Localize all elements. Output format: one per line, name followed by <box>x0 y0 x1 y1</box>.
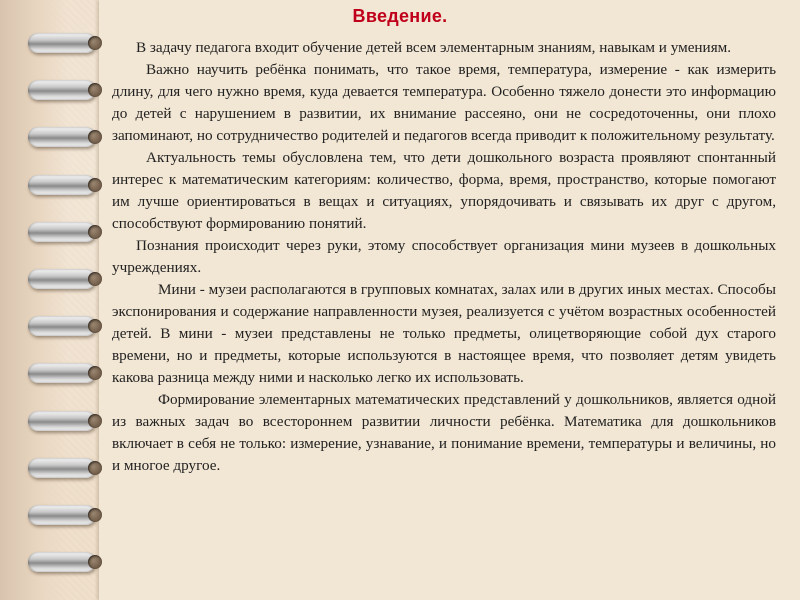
spiral-ring <box>28 79 96 101</box>
paragraph: Важно научить ребёнка понимать, что такое время, температура, измерение - как измерить длину, для чего нужно время, куда девается температура. Особенно тяжело донести это информацию до детей с нарушением в развитии, их внимание рассеяно, они не сосредоточенны, они плохо запоминают, но сотрудничество родителей и педагогов всегда приводит к положительному результату. <box>112 61 776 144</box>
paragraph: Познания происходит через руки, этому способствует организация мини музеев в дошкольных учреждениях. <box>112 237 776 276</box>
paragraph: Формирование элементарных математических представлений у дошкольников, является одной из важных задач во всестороннем развитии личности ребёнка. Математика для дошкольников включает в себя не только: измерение, узнавание, и понимание времени, температуры и величины, но и многое другое. <box>112 391 776 474</box>
spiral-ring <box>28 504 96 526</box>
spiral-ring <box>28 551 96 573</box>
paragraph: Актуальность темы обусловлена тем, что дети дошкольного возраста проявляют спонтанный интерес к математическим категориям: количество, форма, время, пространство, которые помогают им лучше ориентироваться в вещах и ситуациях, упорядочивать и связывать их друг с другом, способствуют формированию понятий. <box>112 149 776 232</box>
spiral-ring <box>28 410 96 432</box>
spiral-ring <box>28 362 96 384</box>
spiral-ring <box>28 268 96 290</box>
spiral-ring <box>28 457 96 479</box>
spiral-ring <box>28 174 96 196</box>
spiral-ring <box>28 221 96 243</box>
spiral-ring <box>28 315 96 337</box>
paragraph: Мини - музеи располагаются в групповых комнатах, залах или в других иных местах. Способы экспонирования и содержание направленности музея, реализуется с учётом возрастных особенностей детей. В мини - музеи представлены не только предметы, олицетворяющие собой дух старого времени, но и предметы, которые используются в настоящее время, что позволяет детям увидеть какова разница между ними и насколько легко их использовать. <box>112 281 776 386</box>
paragraph: В задачу педагога входит обучение детей всем элементарным знаниям, навыкам и умениям. <box>136 39 732 56</box>
spiral-ring <box>28 126 96 148</box>
spiral-ring <box>28 32 96 54</box>
page-title: Введение. <box>352 6 448 26</box>
body-text <box>112 37 776 477</box>
